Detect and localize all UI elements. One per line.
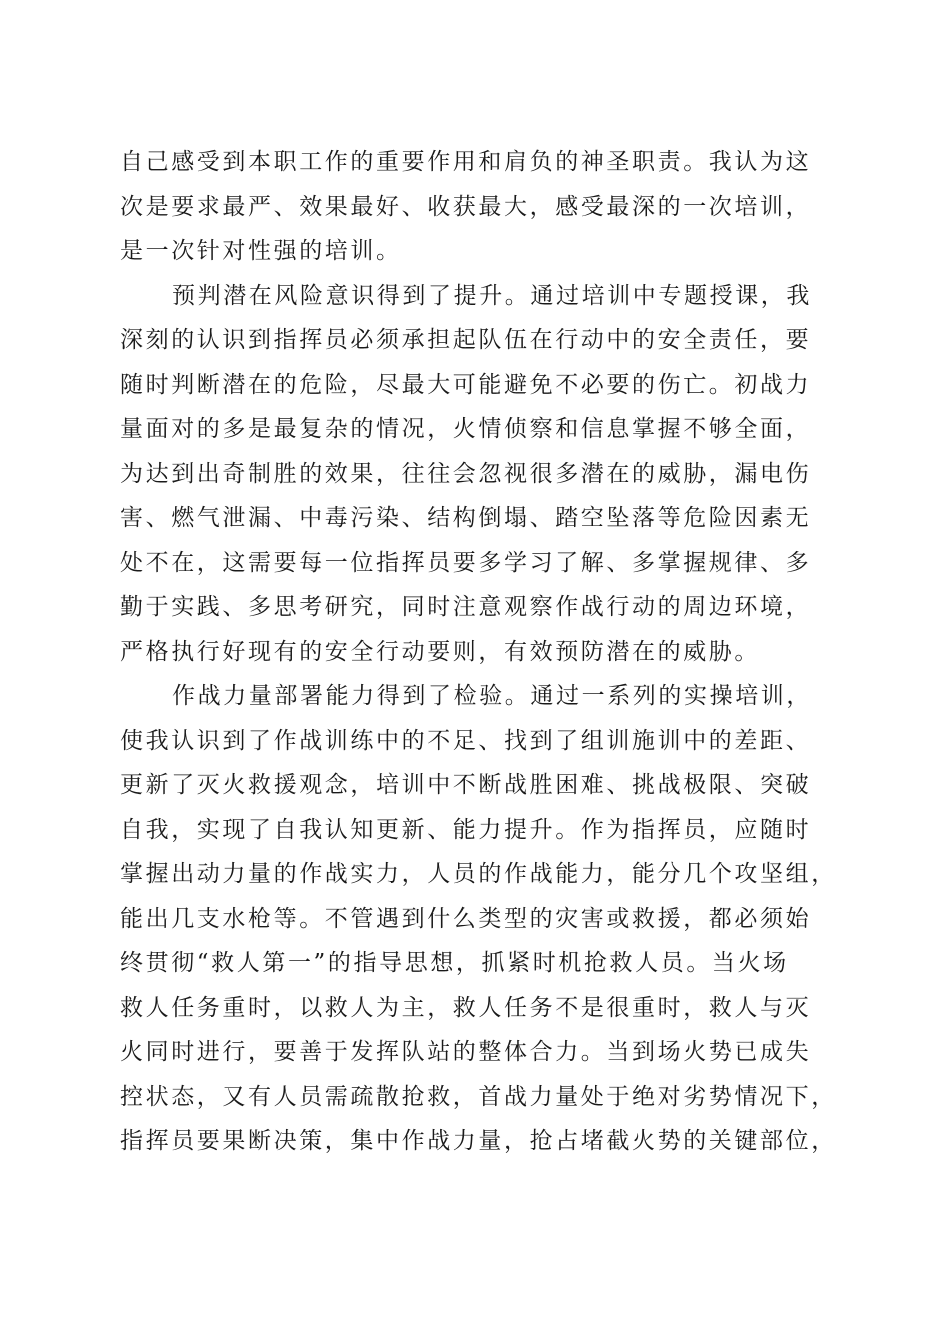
text-line: 严格执行好现有的安全行动要则，有效预防潜在的威胁。 — [120, 638, 760, 665]
text-line: 勤于实践、多思考研究，同时注意观察作战行动的周边环境， — [120, 594, 812, 620]
text-line: 掌握出动力量的作战实力，人员的作战能力，能分几个攻坚组， — [120, 861, 837, 887]
text-line: 自我，实现了自我认知更新、能力提升。作为指挥员，应随时 — [120, 816, 812, 843]
paragraph-continuation — [120, 140, 832, 274]
text-line: 更新了灭火救援观念，培训中不断战胜困难、挑战极限、突破 — [120, 772, 812, 798]
text-line: 随时判断潜在的危险，尽最大可能避免不必要的伤亡。初战力 — [120, 371, 812, 398]
text-line: 自己感受到本职工作的重要作用和肩负的神圣职责。我认为这 — [120, 149, 812, 175]
text-line: 是一次针对性强的培训。 — [120, 238, 402, 264]
text-line: 指挥员要果断决策，集中作战力量，抢占堵截火势的关键部位， — [120, 1128, 837, 1154]
text-line: 害、燃气泄漏、中毒污染、结构倒塌、踏空坠落等危险因素无 — [120, 505, 812, 531]
text-line: 控状态，又有人员需疏散抢救，首战力量处于绝对劣势情况下， — [120, 1083, 837, 1110]
text-line: 使我认识到了作战训练中的不足、找到了组训施训中的差距、 — [120, 727, 812, 754]
text-line: 处不在，这需要每一位指挥员要多学习了解、多掌握规律、多 — [120, 549, 812, 576]
text-line: 救人任务重时，以救人为主，救人任务不是很重时，救人与灭 — [120, 994, 812, 1021]
text-line: 深刻的认识到指挥员必须承担起队伍在行动中的安全责任，要 — [120, 327, 812, 353]
text-line: 量面对的多是最复杂的情况，火情侦察和信息掌握不够全面， — [120, 416, 812, 442]
text-line: 终贯彻“救人第一”的指导思想，抓紧时机抢救人员。当火场 — [120, 950, 789, 976]
text-line: 作战力量部署能力得到了检验。通过一系列的实操培训， — [172, 683, 812, 709]
text-line: 次是要求最严、效果最好、收获最大，感受最深的一次培训， — [120, 193, 812, 220]
text-line: 能出几支水枪等。不管遇到什么类型的灾害或救援，都必须始 — [120, 905, 812, 932]
text-line: 火同时进行，要善于发挥队站的整体合力。当到场火势已成失 — [120, 1039, 812, 1065]
text-line: 为达到出奇制胜的效果，往往会忽视很多潜在的威胁，漏电伤 — [120, 460, 812, 487]
document-body — [120, 140, 837, 1164]
text-line: 预判潜在风险意识得到了提升。通过培训中专题授课，我 — [172, 282, 812, 309]
paragraph-force-deployment — [120, 674, 837, 1164]
paragraph-risk-awareness — [120, 274, 832, 675]
